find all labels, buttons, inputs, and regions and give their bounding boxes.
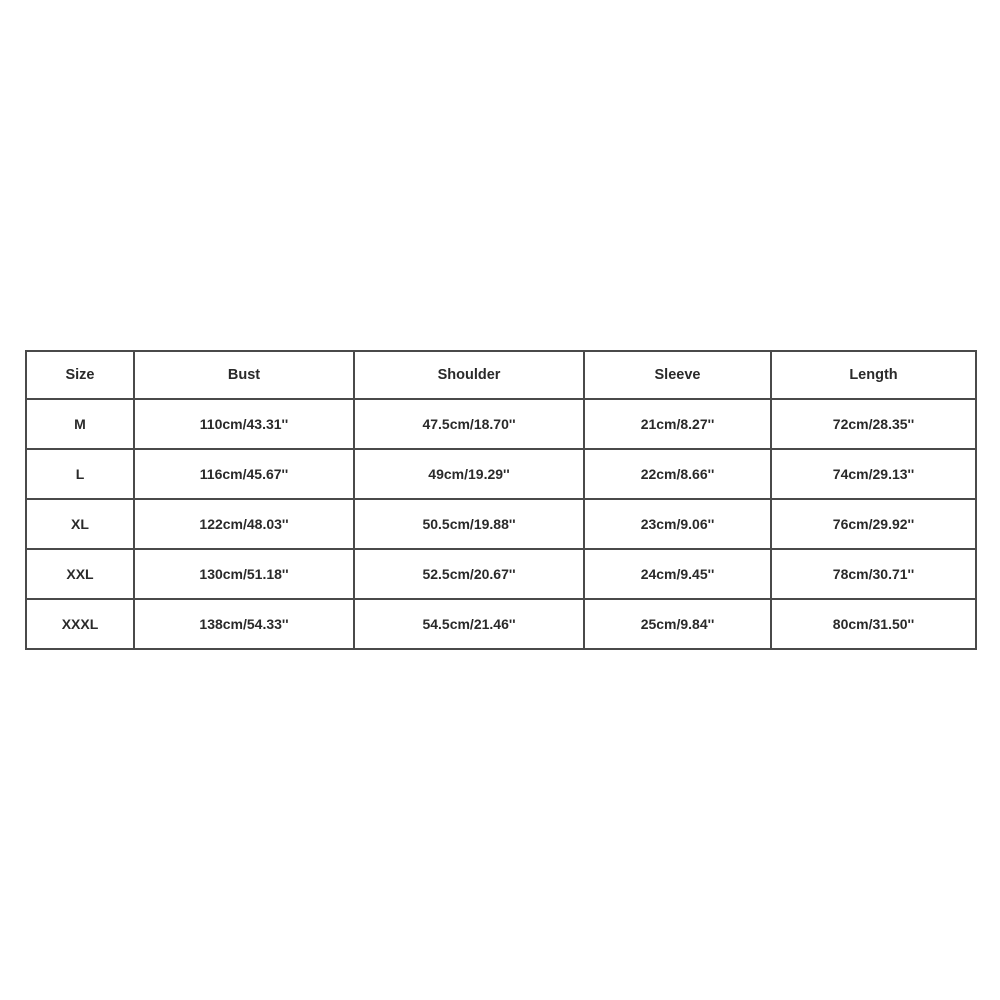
cell-length: 78cm/30.71'' <box>771 549 976 599</box>
table-row <box>26 399 976 449</box>
cell-sleeve: 24cm/9.45'' <box>584 549 771 599</box>
header-size: Size <box>26 351 134 399</box>
cell-sleeve: 25cm/9.84'' <box>584 599 771 649</box>
table-row <box>26 499 976 549</box>
table-row <box>26 599 976 649</box>
cell-size: XXXL <box>26 599 134 649</box>
cell-shoulder: 49cm/19.29'' <box>354 449 584 499</box>
cell-length: 76cm/29.92'' <box>771 499 976 549</box>
cell-length: 74cm/29.13'' <box>771 449 976 499</box>
cell-shoulder: 52.5cm/20.67'' <box>354 549 584 599</box>
table-row <box>26 449 976 499</box>
cell-bust: 116cm/45.67'' <box>134 449 354 499</box>
cell-shoulder: 47.5cm/18.70'' <box>354 399 584 449</box>
cell-sleeve: 23cm/9.06'' <box>584 499 771 549</box>
cell-size: XXL <box>26 549 134 599</box>
header-bust: Bust <box>134 351 354 399</box>
cell-size: L <box>26 449 134 499</box>
table-header-row <box>26 351 976 399</box>
cell-length: 80cm/31.50'' <box>771 599 976 649</box>
cell-bust: 122cm/48.03'' <box>134 499 354 549</box>
cell-bust: 130cm/51.18'' <box>134 549 354 599</box>
cell-shoulder: 54.5cm/21.46'' <box>354 599 584 649</box>
table-row <box>26 549 976 599</box>
cell-length: 72cm/28.35'' <box>771 399 976 449</box>
header-sleeve: Sleeve <box>584 351 771 399</box>
cell-bust: 110cm/43.31'' <box>134 399 354 449</box>
cell-bust: 138cm/54.33'' <box>134 599 354 649</box>
cell-shoulder: 50.5cm/19.88'' <box>354 499 584 549</box>
cell-size: XL <box>26 499 134 549</box>
cell-sleeve: 22cm/8.66'' <box>584 449 771 499</box>
header-length: Length <box>771 351 976 399</box>
cell-size: M <box>26 399 134 449</box>
header-shoulder: Shoulder <box>354 351 584 399</box>
size-chart-table <box>25 350 977 650</box>
cell-sleeve: 21cm/8.27'' <box>584 399 771 449</box>
